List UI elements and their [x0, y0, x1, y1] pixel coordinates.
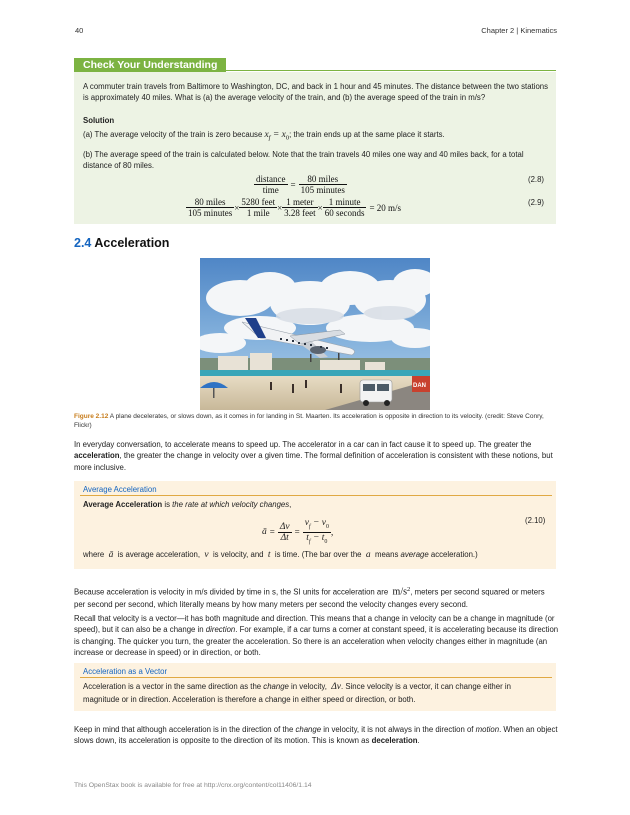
eq210-equals-1: =: [269, 527, 275, 538]
section-name: Acceleration: [94, 236, 170, 250]
equation-2-8-number: (2.8): [528, 175, 545, 184]
avg-def-italic: the rate at which velocity changes: [172, 500, 290, 509]
avg-definition: [83, 499, 291, 510]
final-change: change: [295, 725, 322, 734]
eq28-num2: 80 miles: [299, 174, 347, 185]
average-acceleration-title: Average Acceleration: [83, 485, 157, 494]
eq28-equals: =: [290, 179, 296, 190]
white-van: [360, 380, 392, 406]
where-t: t: [267, 550, 271, 560]
figure-label: Figure 2.12: [74, 413, 109, 420]
figure-caption-text: A plane decelerates, or slows down, as it comes in for landing in St. Maarten. Its acceleration is opposite in direction to its velocity. (credit: Steve Conry, Flickr): [74, 413, 544, 429]
eq210-equals-2: =: [294, 527, 300, 538]
eq28-den2: 105 minutes: [300, 185, 345, 195]
vec-t1: Acceleration is a vector in the same direction as the: [83, 682, 264, 691]
si-units-paragraph: [74, 584, 558, 612]
final-motion: motion: [475, 725, 500, 734]
eq29-frac-3: [282, 197, 318, 218]
vec-t2: in velocity,: [288, 682, 327, 691]
intro-bold-acceleration: acceleration: [74, 451, 120, 461]
si-sup: 2: [407, 586, 411, 593]
eq29-f4n: 1 minute: [323, 197, 367, 208]
solution-part-b: (b) The average speed of the train is calculated below. Note that the train travels 40 miles one way and 40 miles back, for a total distance of 80 miles.: [83, 150, 524, 171]
eq210-num-minus: − v: [310, 518, 326, 528]
part-a-eq: = x: [270, 130, 286, 140]
figure-photo: [200, 258, 430, 410]
where-average: average: [400, 550, 429, 559]
recall-paragraph: [74, 613, 560, 659]
vec-change: change: [263, 682, 289, 691]
eq28-den1: time: [262, 185, 279, 195]
eq210-comma: ,: [330, 527, 334, 538]
recall-t1: Recall that velocity is a vector—it has both magnitude and direction. This means that a change in velocity can be a change in magnitude (or speed), but it can also be a change in: [74, 614, 555, 635]
check-understanding-rule: [226, 70, 556, 71]
vec-dv: Δv: [331, 682, 342, 692]
eq28-frac-1: [254, 174, 288, 195]
eq28-frac-2: [299, 174, 347, 195]
equation-2-9-number: (2.9): [528, 198, 545, 207]
final-deceleration: deceleration: [371, 736, 418, 746]
eq210-num-sub-f: f: [308, 523, 311, 530]
solution-part-a: [83, 129, 553, 144]
equation-2-8: [254, 174, 347, 195]
final-paragraph: [74, 724, 560, 747]
recall-t2: . For example, if a car turns a corner at constant speed, it is accelerating because its direction is changing. The quicker you turn, the greater the acceleration. So there is an acceleration when velocity changes either in magnitude (an increase or decrease in speed) or in direction, or both.: [74, 625, 559, 658]
eq210-den-t: t: [306, 532, 309, 543]
eq210-num: [303, 518, 331, 533]
eq29-result: = 20 m/s: [369, 202, 402, 213]
eq29-times-3: ×: [317, 202, 323, 213]
part-a-sub-0: 0: [285, 134, 290, 142]
eq29-f2d: 1 mile: [246, 208, 270, 218]
eq29-frac-2: [239, 197, 277, 218]
part-a-x: x: [264, 130, 269, 140]
intro-post: , the greater the change in velocity over a given time. The formal definition of acceleration is consistent with these notions, but more inclusive.: [74, 451, 553, 472]
part-a-sub-f: f: [268, 134, 271, 142]
si-pre: Because acceleration is velocity in m/s divided by time in s, the SI units for acceleration are: [74, 587, 389, 597]
eq210-num-sub-0: 0: [325, 523, 329, 530]
solution-label: Solution: [83, 116, 115, 125]
intro-pre: In everyday conversation, to accelerate means to speed up. The accelerator in a car can in fact cause it to speed up. The greater the: [74, 440, 532, 449]
eq210-den-sub-0: 0: [324, 538, 328, 545]
figure-caption: [74, 413, 560, 431]
avg-where-line: [83, 549, 478, 561]
eq29-f3n: 1 meter: [282, 197, 318, 208]
acceleration-vector-title: Acceleration as a Vector: [83, 667, 168, 676]
equation-2-10: [262, 518, 333, 547]
chapter-header: Chapter 2 | Kinematics: [481, 26, 557, 35]
acceleration-vector-rule: [80, 677, 552, 678]
eq29-f4d: 60 seconds: [324, 208, 365, 218]
avg-def-bold: Average Acceleration: [83, 500, 163, 509]
part-a-post: ; the train ends up at the same place it starts.: [289, 130, 445, 139]
recall-direction: direction: [205, 625, 236, 635]
vector-box-text: [83, 681, 549, 706]
vec-t3: . Since velocity is a vector, it can change either in magnitude or in direction. Acceleration is therefore a change in either speed or direction, or both.: [83, 682, 511, 704]
eq210-den: [303, 533, 331, 547]
eq29-frac-1: [186, 197, 234, 218]
eq210-num-v: v: [304, 518, 309, 528]
where-3: is velocity, and: [212, 550, 264, 559]
section-title: [74, 236, 169, 250]
eq29-f3d: 3.28 feet: [284, 208, 316, 218]
where-6: acceleration.): [430, 550, 478, 559]
equation-2-10-number: (2.10): [525, 516, 546, 525]
final-t1: Keep in mind that although acceleration is in the direction of the: [74, 725, 296, 734]
final-t4: .: [417, 736, 420, 746]
eq210-den-sub-f: f: [308, 538, 311, 545]
si-post: , meters per second squared or meters per second per second, which literally means by how many meters per second the velocity changes every second.: [74, 587, 545, 610]
avg-def-end: ,: [289, 500, 292, 509]
where-v: v: [204, 550, 209, 560]
intro-paragraph: [74, 439, 558, 473]
where-5: means: [374, 550, 399, 559]
danger-sign: DAN: [413, 383, 426, 389]
section-number: 2.4: [74, 236, 92, 250]
eq210-dv: Δv: [279, 521, 290, 532]
eq210-dt: Δt: [280, 532, 289, 543]
eq210-abar: ā: [262, 527, 267, 538]
footer-text: This OpenStax book is available for free at http://cnx.org/content/col11406/1.14: [74, 782, 312, 789]
cyu-question: A commuter train travels from Baltimore to Washington, DC, and back in 1 hour and 45 minutes. The distance between the two stations is approximately 40 miles. What is (a) the average velocity of the train, and (b) the average speed of the train in m/s?: [83, 82, 549, 103]
eq29-f2n: 5280 feet: [241, 197, 276, 207]
where-1: where: [83, 550, 105, 559]
avg-def-mid: is: [162, 500, 173, 509]
si-unit: m/s: [392, 586, 407, 598]
eq210-frac-1: [278, 522, 292, 543]
eq29-frac-4: [323, 197, 367, 218]
eq210-den-minus: − t: [310, 532, 325, 543]
eq29-times-2: ×: [277, 202, 283, 213]
where-4: is time. (The bar over the: [274, 550, 362, 559]
where-abar: ā: [108, 550, 114, 560]
equation-2-9: [186, 197, 401, 218]
eq29-f1d: 105 minutes: [188, 208, 233, 218]
part-a-pre: (a) The average velocity of the train is zero because: [83, 130, 263, 139]
final-t2: in velocity, it is not always in the direction of: [321, 725, 476, 734]
average-acceleration-rule: [80, 495, 552, 496]
where-a: a: [365, 550, 371, 560]
check-understanding-title: Check Your Understanding: [74, 58, 226, 72]
final-t3: . When an object slows down, its acceleration is opposite to the direction of its motion. This is known as: [74, 725, 558, 746]
eq29-times-1: ×: [234, 202, 240, 213]
eq29-f1n: 80 miles: [186, 197, 234, 208]
where-2: is average acceleration,: [117, 550, 201, 559]
page-number: 40: [75, 26, 84, 35]
eq28-num1: distance: [256, 174, 286, 184]
eq210-frac-2: [303, 518, 334, 547]
